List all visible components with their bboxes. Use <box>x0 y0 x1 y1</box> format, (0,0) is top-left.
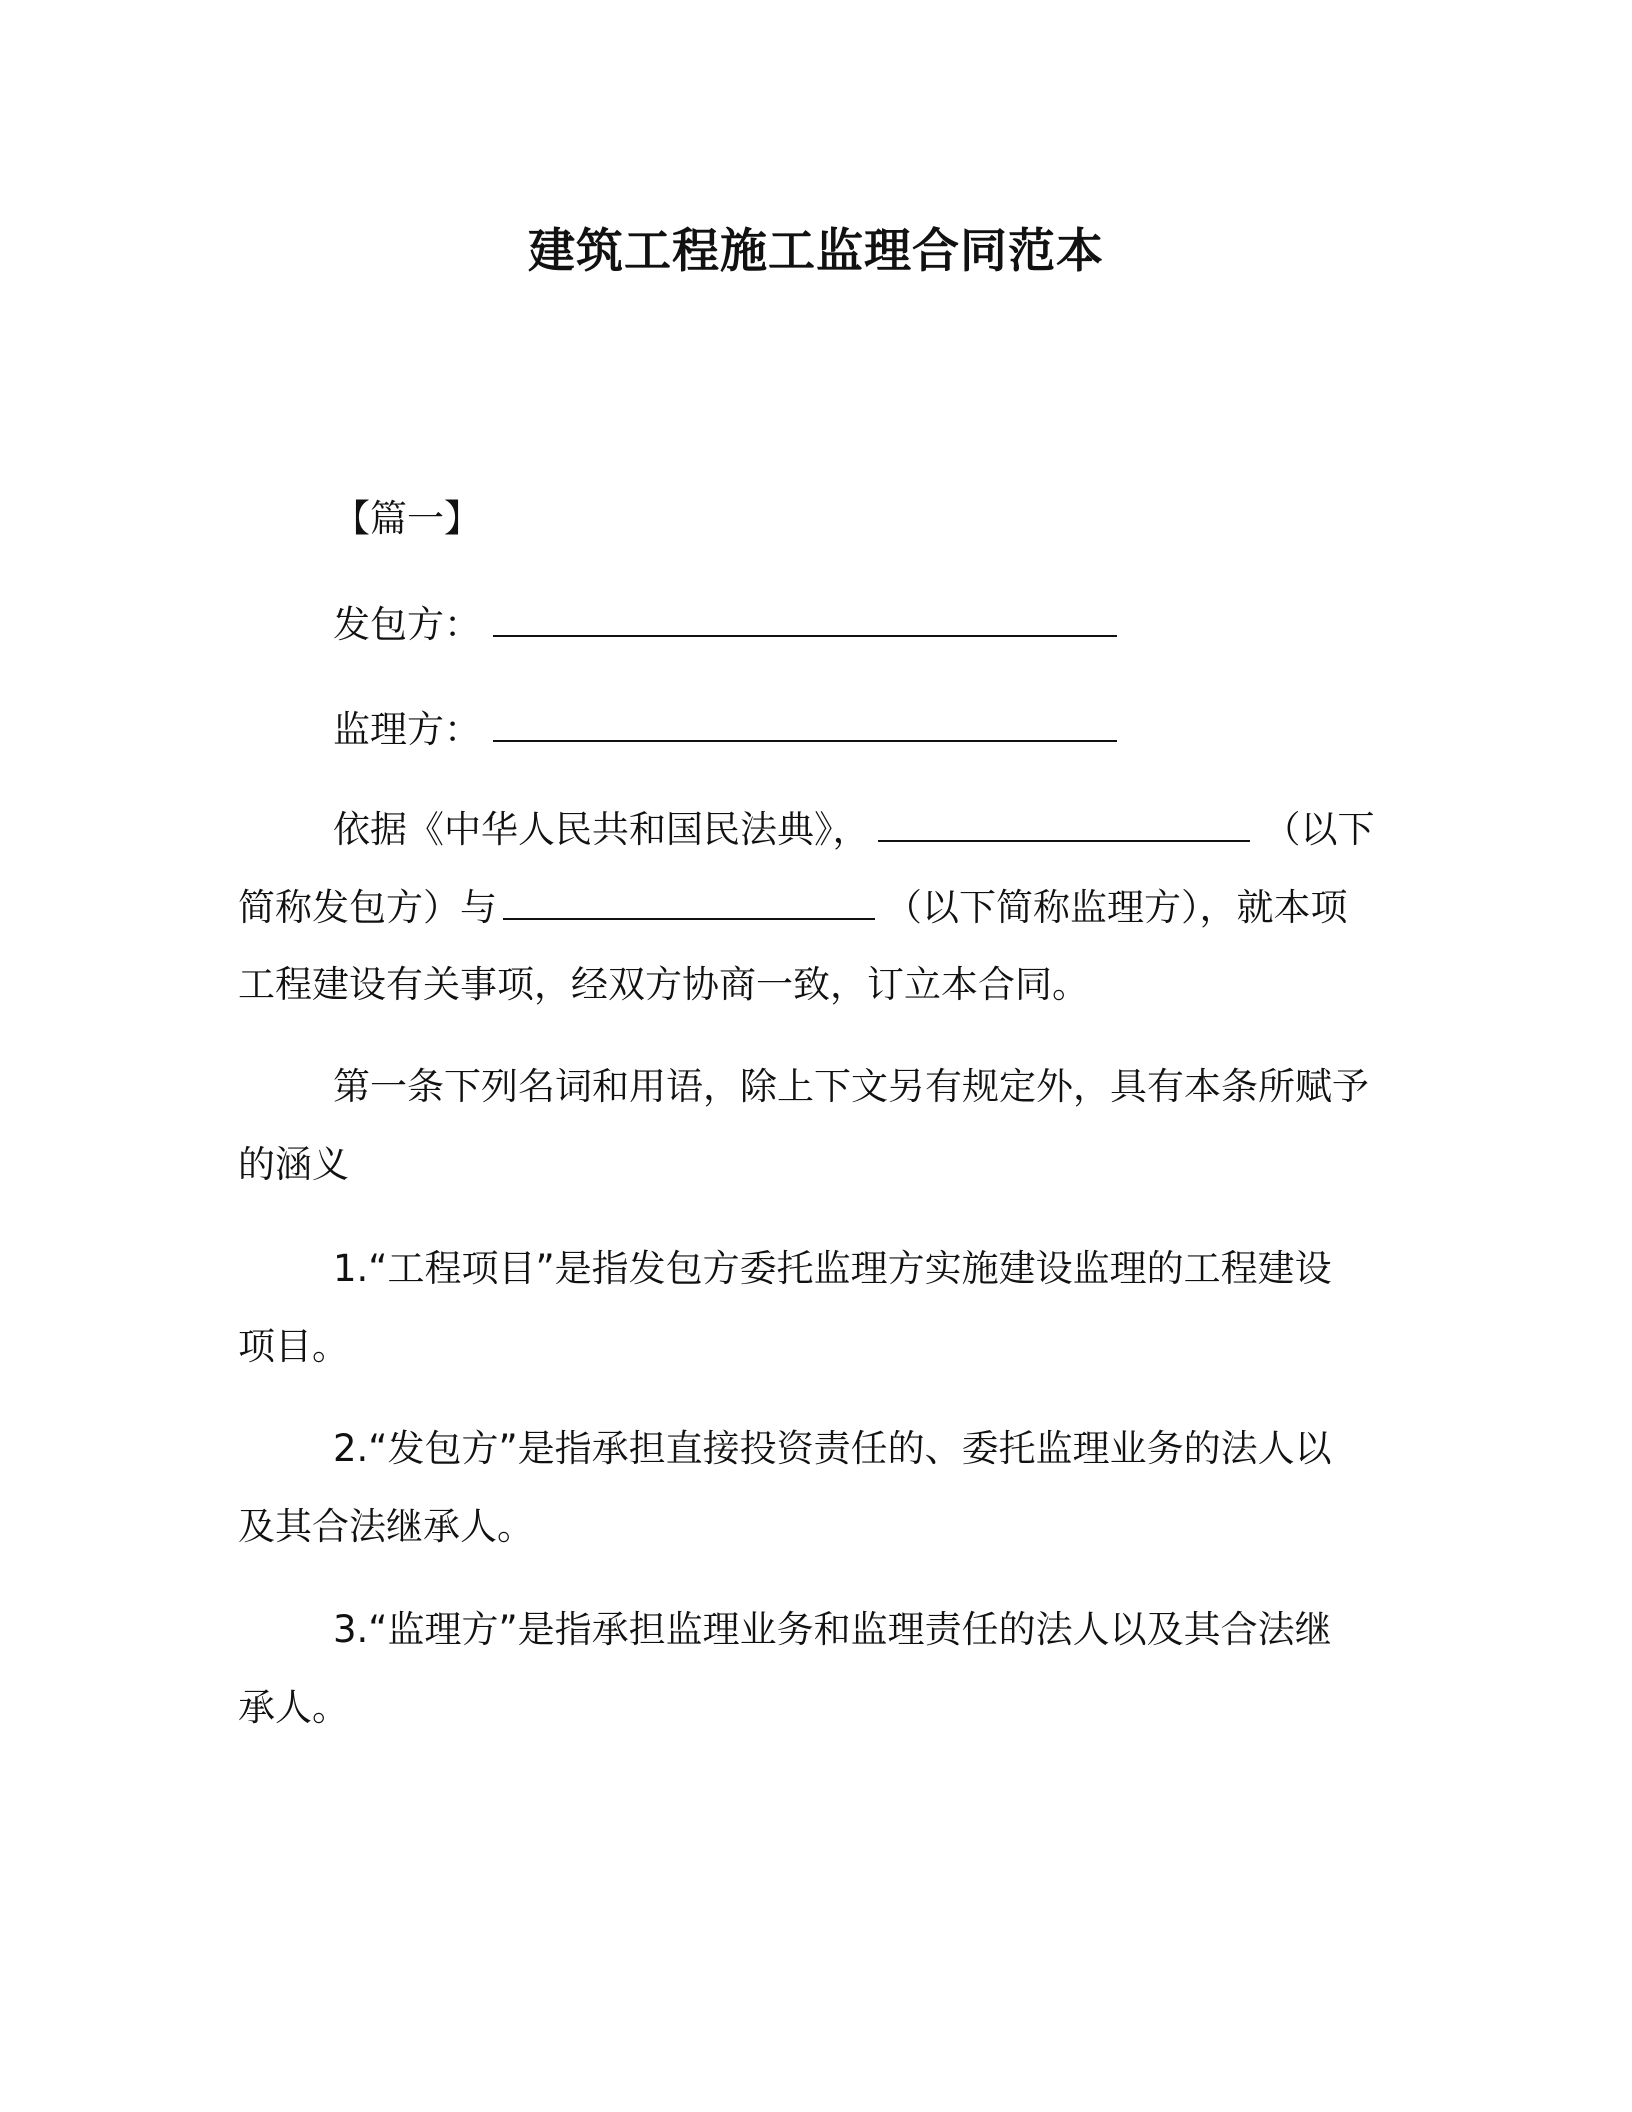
article-1-line-1: 第一条下列名词和用语，除上下文另有规定外，具有本条所赋予 <box>333 1065 1369 1108</box>
employer-blank <box>493 603 1117 637</box>
item-1-line-2: 项目。 <box>238 1325 349 1368</box>
item-1-line-1: 1.“工程项目”是指发包方委托监理方实施建设监理的工程建设 <box>333 1247 1332 1290</box>
item-3-line-1: 3.“监理方”是指承担监理业务和监理责任的法人以及其合法继 <box>333 1608 1332 1651</box>
intro-line-1-text-a: 依据《中华人民共和国民法典》， <box>333 808 870 851</box>
supervisor-label: 监理方： <box>333 708 481 751</box>
supervisor-blank <box>493 708 1117 742</box>
intro-line-1-text-b: （以下 <box>1263 808 1375 851</box>
intro-line-1 <box>333 806 1375 854</box>
employer-label: 发包方： <box>333 603 481 646</box>
item-2-line-1: 2.“发包方”是指承担直接投资责任的、委托监理业务的法人以 <box>333 1427 1332 1470</box>
item-3-line-2: 承人。 <box>238 1686 349 1729</box>
article-1-line-2: 的涵义 <box>238 1143 349 1186</box>
supervisor-name-blank <box>503 886 875 920</box>
intro-line-2-text-a: 简称发包方）与 <box>238 886 497 929</box>
intro-line-2 <box>238 884 1348 932</box>
employer-name-blank <box>878 808 1250 842</box>
employer-field <box>333 601 1117 649</box>
intro-line-2-text-b: （以下简称监理方），就本项 <box>885 886 1348 929</box>
item-2-line-2: 及其合法继承人。 <box>238 1505 534 1548</box>
supervisor-field <box>333 706 1117 754</box>
intro-line-3: 工程建设有关事项，经双方协商一致，订立本合同。 <box>238 963 1089 1006</box>
document-title: 建筑工程施工监理合同范本 <box>528 224 1104 279</box>
section-heading: 【篇一】 <box>333 497 481 540</box>
